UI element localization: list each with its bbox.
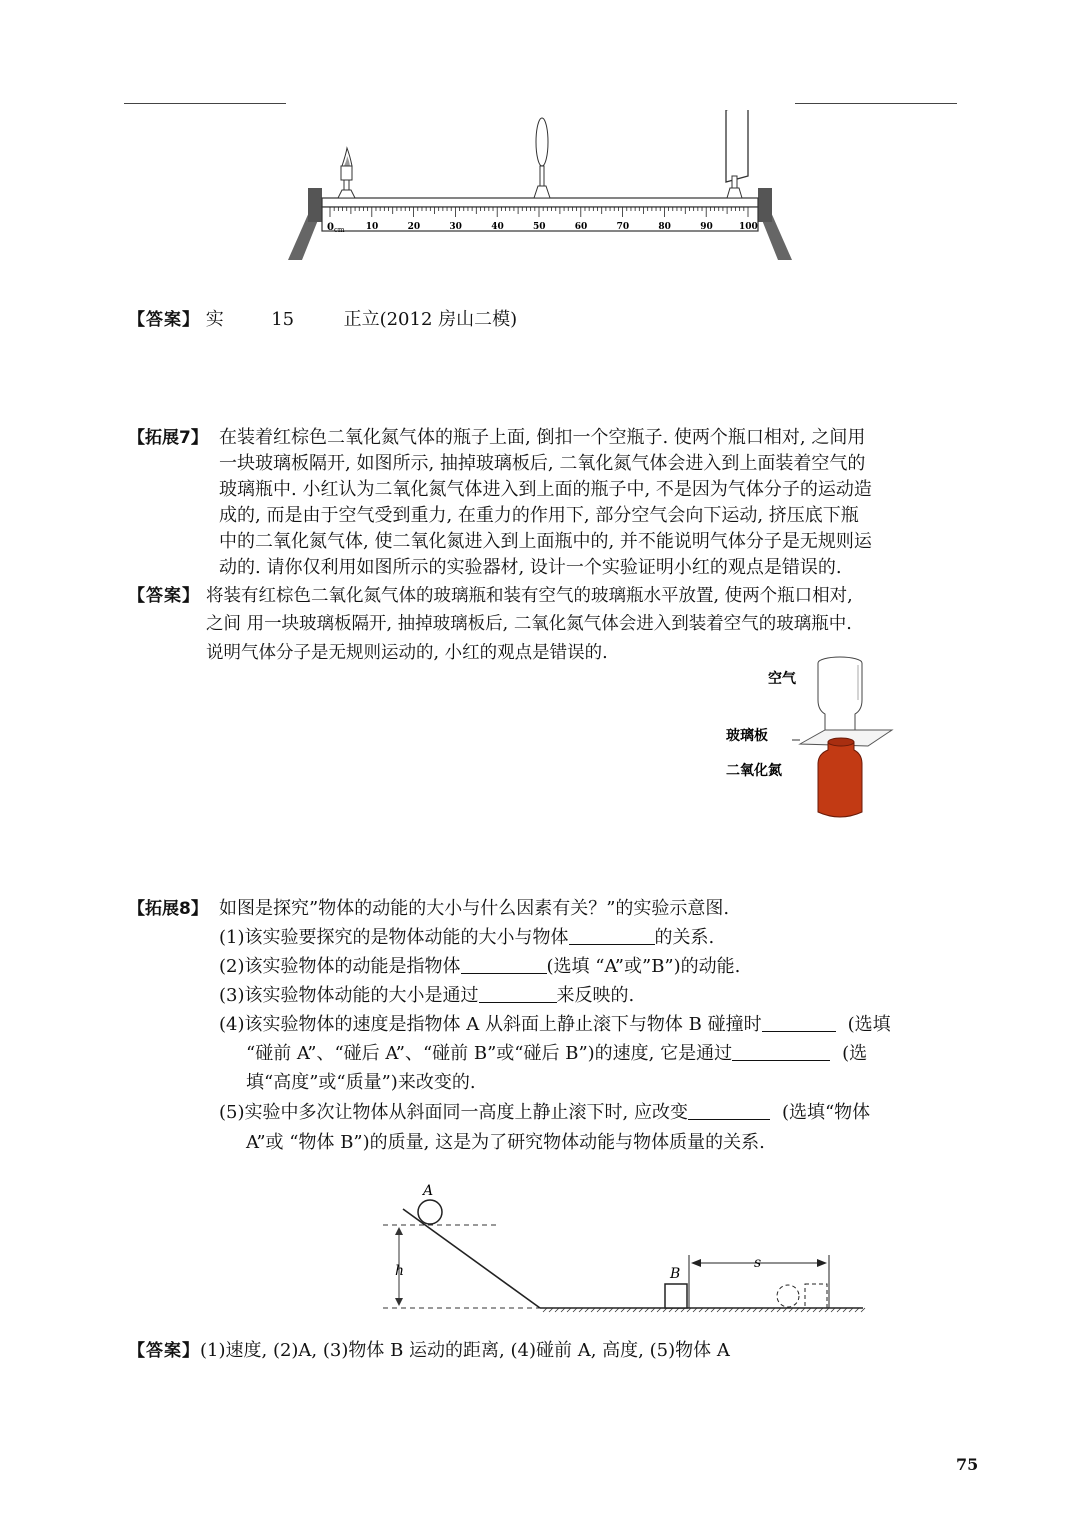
light-screen	[726, 110, 748, 198]
answer-1-value-3: 正立(2012 房山二模)	[343, 309, 518, 330]
ext8-q1	[219, 925, 714, 951]
ext8-q4-choose: (选填	[847, 1014, 891, 1035]
ext8-q2-text: (2)该实验物体的动能是指物体	[219, 956, 461, 977]
bench-end-left	[308, 188, 322, 222]
bench-tick-label: 100	[739, 222, 758, 232]
lower-bottle-no2	[818, 738, 862, 817]
ext8-answer-tag: 【答案】	[128, 1341, 200, 1361]
incline-figure	[375, 1175, 875, 1325]
label-no2: 二氧化氮	[726, 763, 782, 779]
ext8-q5-blank[interactable]	[688, 1101, 770, 1120]
answer-1-value-1: 实	[205, 309, 224, 330]
ext8-q4-blank-1[interactable]	[762, 1013, 836, 1032]
label-a: A	[423, 1183, 434, 1199]
ext7-answer-line-3: 说明气体分子是无规则运动的, 小红的观点是错误的.	[206, 643, 608, 663]
header-rule-right	[795, 103, 957, 104]
ext8-q1-blank[interactable]	[569, 926, 655, 945]
bench-tick-label: 50	[533, 222, 546, 232]
label-b: B	[670, 1266, 681, 1282]
ext8-q3-text: (3)该实验物体动能的大小是通过	[219, 985, 479, 1006]
ext8-q5-text: (5)实验中多次让物体从斜面同一高度上静止滚下时, 应改变	[219, 1102, 688, 1123]
bench-tick-label: 40	[491, 222, 504, 232]
ext8-tag: 【拓展8】	[128, 899, 208, 919]
label-air: 空气	[768, 671, 796, 687]
ext8-answer-text: (1)速度, (2)A, (3)物体 B 运动的距离, (4)碰前 A, 高度, (5)物体 A	[200, 1340, 730, 1361]
bench-tick-label: 90	[700, 222, 713, 232]
ext7-answer-line-2: 之间 用一块玻璃板隔开, 抽掉玻璃板后, 二氧化氮气体会进入到装着空气的玻璃瓶中.	[206, 614, 852, 634]
label-glass-plate: 玻璃板	[726, 728, 768, 744]
ext8-answer	[128, 1338, 730, 1364]
bench-zero-label: 0	[327, 222, 334, 233]
ext8-q4-line1	[219, 1012, 891, 1038]
ext7-tag: 【拓展7】	[128, 428, 208, 448]
bench-end-right	[758, 188, 772, 222]
ext7-answer-tag: 【答案】	[128, 586, 200, 606]
ext7-line-5: 中的二氧化氮气体, 使二氧化氮进入到上面瓶中的, 并不能说明气体分子是无规则运	[219, 531, 872, 552]
ext8-q4-blank-2[interactable]	[732, 1042, 830, 1061]
block-b-final-position	[805, 1284, 827, 1308]
bench-unit-label: cm	[334, 226, 345, 234]
answer-1	[128, 307, 517, 333]
ext8-q4-line3: 填“高度”或“质量”)来改变的.	[246, 1072, 476, 1093]
ball-final-position	[777, 1285, 799, 1307]
ext8-q5-choose: (选填“物体	[781, 1102, 871, 1123]
ext8-q4-options: “碰前 A”、“碰后 A”、“碰前 B”或“碰后 B”)的速度, 它是通过	[246, 1043, 733, 1064]
ext7-line-6: 动的. 请你仅利用如图所示的实验器材, 设计一个实验证明小红的观点是错误的.	[219, 557, 842, 578]
bench-tick-label: 80	[658, 222, 671, 232]
ext8-q1-tail: 的关系.	[654, 927, 715, 948]
ext8-q5-line2: A”或 “物体 B”)的质量, 这是为了研究物体动能与物体质量的关系.	[246, 1132, 765, 1153]
ext8-q4-text: (4)该实验物体的速度是指物体 A 从斜面上静止滚下与物体 B 碰撞时	[219, 1014, 762, 1035]
bench-tick-label: 30	[449, 222, 462, 232]
ext8-q3	[219, 983, 634, 1009]
bench-tick-label: 20	[407, 222, 421, 232]
block-b	[665, 1284, 687, 1308]
ext8-q5-line1	[219, 1100, 870, 1126]
ext8-q4-line2	[246, 1041, 867, 1067]
gas-bottle-figure	[720, 650, 910, 830]
ball-a	[418, 1200, 442, 1224]
candle	[338, 148, 355, 198]
incline-slope	[403, 1209, 540, 1308]
bench-tick-label: 70	[616, 222, 630, 232]
ext8-q2-tail: (选填 “A”或”B”)的动能.	[546, 956, 741, 977]
ext7-line-3: 玻璃瓶中. 小红认为二氧化氮气体进入到上面的瓶子中, 不是因为气体分子的运动造	[219, 479, 872, 500]
ext8-q1-text: (1)该实验要探究的是物体动能的大小与物体	[219, 927, 569, 948]
bench-tick-label: 60	[574, 222, 588, 232]
ext7-line-2: 一块玻璃板隔开, 如图所示, 抽掉玻璃板后, 二氧化氮气体会进入到上面装着空气的	[219, 453, 866, 474]
label-s: s	[754, 1255, 762, 1271]
ext8-q2	[219, 954, 740, 980]
ext7-line-4: 成的, 而是由于空气受到重力, 在重力的作用下, 部分空气会向下运动, 挤压底下瓶	[219, 505, 859, 526]
answer-1-value-2: 15	[271, 309, 295, 330]
header-rule-left	[124, 103, 286, 104]
page-number: 75	[956, 1455, 979, 1474]
ext8-q3-tail: 来反映的.	[556, 985, 635, 1006]
ext7-line-1: 在装着红棕色二氧化氮气体的瓶子上面, 倒扣一个空瓶子. 使两个瓶口相对, 之间用	[219, 427, 866, 448]
ext8-intro: 如图是探究”物体的动能的大小与什么因素有关？”的实验示意图.	[219, 898, 730, 919]
upper-bottle-air	[818, 657, 862, 730]
ext8-q4-choose-2: (选	[842, 1043, 868, 1064]
label-h: h	[395, 1263, 405, 1279]
answer-1-tag: 【答案】	[128, 310, 200, 330]
convex-lens	[534, 118, 550, 198]
ext8-q2-blank[interactable]	[461, 955, 547, 974]
optical-bench-figure	[280, 110, 800, 270]
bench-rail	[322, 198, 758, 207]
ext8-q3-blank[interactable]	[479, 984, 557, 1003]
bench-tick-label: 10	[365, 222, 379, 232]
ext7-answer-line-1: 将装有红棕色二氧化氮气体的玻璃瓶和装有空气的玻璃瓶水平放置, 使两个瓶口相对,	[206, 586, 853, 606]
